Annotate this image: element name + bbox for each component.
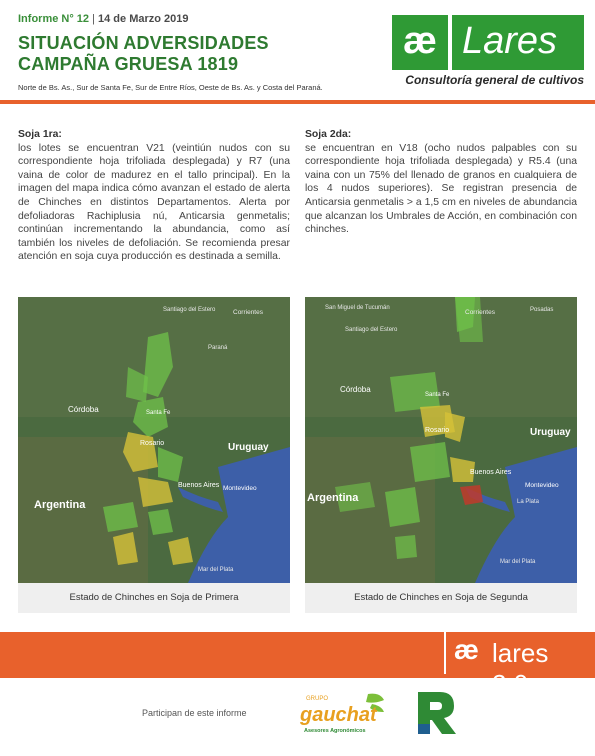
soja-primera-heading: Soja 1ra: [18, 129, 62, 140]
gauchat-logo [300, 690, 390, 740]
map-soja-segunda-caption: Estado de Chinches en Soja de Segunda [354, 592, 528, 603]
soja-primera-body: los lotes se encuentran V21 (veintiún nudos con su correspondiente hoja trifoliada desplegada) y R7 (una vaina de color de madurez en el tallo principal). En la imagen del mapa indica cómo avanzan el estado de alerta de Chinches en distintos Departamentos. Alerta por defoliadoras Rachiplusia nú, Anticarsia genmetalis; continúan incrementando la abundancia, como así también los niveles de defoliación. Se recomienda presar atención en soja cuya producción es destinada a semilla. [18, 142, 290, 263]
gauchat-top-label: GRUPO [306, 696, 329, 702]
title-line-2: CAMPAÑA GRUESA 1819 [18, 54, 239, 74]
issue-number: Informe N° 12 [18, 13, 90, 25]
place-mar-del-plata: Mar del Plata [198, 567, 234, 573]
map-soja-segunda-image [305, 297, 577, 583]
alert-zone-green [103, 502, 138, 532]
r-sponsor-logo [410, 688, 460, 738]
gauchat-subtitle: Asesores Agronómicos [304, 728, 366, 734]
footer-lares-logo [444, 632, 586, 699]
place-corrientes: Corrientes [465, 309, 495, 316]
place-corrientes: Corrientes [233, 309, 263, 316]
place-buenos-aires: Buenos Aires [178, 482, 220, 489]
place-santafe: Santa Fe [146, 410, 171, 416]
place-santafe: Santa Fe [425, 392, 450, 398]
place-rosario: Rosario [425, 427, 450, 434]
footer-logo-name: lares 2.0 [492, 638, 549, 699]
place-mar-del-plata: Mar del Plata [500, 559, 536, 565]
map-soja-segunda-svg [305, 297, 577, 583]
alert-zone-green [395, 535, 417, 559]
alert-zone-green [385, 487, 420, 527]
map-soja-primera-image [18, 297, 290, 583]
place-montevideo: Montevideo [525, 482, 559, 489]
place-cordoba: Córdoba [68, 405, 99, 414]
gauchat-name: gauchat [300, 704, 377, 726]
title-line-1: SITUACIÓN ADVERSIDADES [18, 33, 269, 53]
issue-separator: | [92, 13, 95, 25]
logo-ae-mark: æ [392, 15, 448, 70]
place-santiago: Santiago del Estero [345, 327, 398, 333]
soja-segunda-body: se encuentran en V18 (ocho nudos palpables con su correspondiente hoja trifoliada desplegada) y R5.4 (una vaina con un 75% del llenado de granos en cualquiera de los 4 nudos superiores). Se registran presencia de Anticarsia genmetalis > a 1,5 cm en niveles de abundancia que alcanzan los Umbrales de Acción, en combinación con chinches. [305, 142, 577, 236]
alert-zone-green [410, 442, 450, 482]
lares-logo [392, 15, 584, 70]
place-argentina: Argentina [34, 499, 86, 511]
logo-name: Lares [452, 15, 584, 70]
issue-date: 14 de Marzo 2019 [98, 13, 189, 25]
place-la-plata: La Plata [517, 499, 540, 505]
place-argentina: Argentina [307, 492, 359, 504]
regions-text: Norte de Bs. As., Sur de Santa Fe, Sur de Entre Ríos, Oeste de Bs. As. y Costa del Paraná. [18, 83, 323, 92]
soja-segunda-heading: Soja 2da: [305, 129, 352, 140]
map-soja-segunda [305, 297, 577, 613]
soja-primera-text [18, 128, 290, 264]
footer-ae-mark: æ [454, 634, 479, 665]
place-uruguay: Uruguay [530, 427, 571, 438]
report-title [18, 33, 269, 75]
header-divider [0, 100, 595, 104]
sponsors-label: Participan de este informe [142, 708, 247, 718]
place-posadas: Posadas [530, 307, 554, 313]
place-rosario: Rosario [140, 440, 165, 447]
place-parana: Paraná [208, 345, 228, 351]
place-uruguay: Uruguay [228, 442, 269, 453]
place-montevideo: Montevideo [223, 485, 257, 492]
place-santiago: Santiago del Estero [163, 307, 216, 313]
logo-tagline: Consultoría general de cultivos [405, 73, 584, 87]
r-logo-icon [410, 688, 460, 738]
land-north [305, 297, 577, 417]
place-tucuman: San Miguel de Tucumán [325, 305, 390, 311]
place-buenos-aires: Buenos Aires [470, 469, 512, 476]
map-soja-primera [18, 297, 290, 613]
issue-line [18, 13, 189, 25]
place-cordoba: Córdoba [340, 385, 371, 394]
soja-segunda-text [305, 128, 577, 237]
map-soja-primera-caption: Estado de Chinches en Soja de Primera [69, 592, 239, 603]
